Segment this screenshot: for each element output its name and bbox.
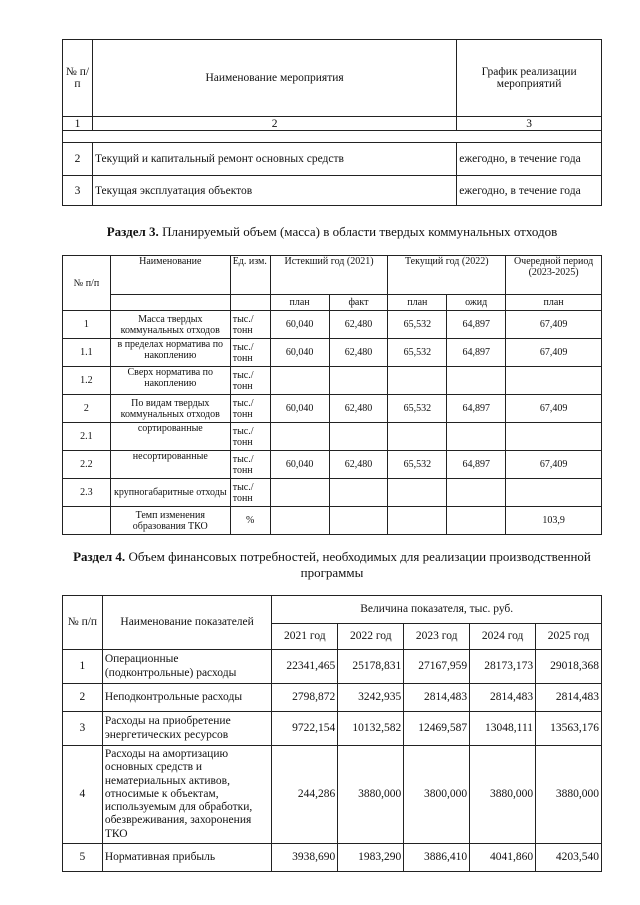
value-cell: 65,532: [388, 395, 447, 423]
value-cell: 13563,176: [536, 712, 602, 746]
value-cell: [270, 423, 329, 451]
section-3-heading: [62, 224, 602, 240]
row-num: 3: [63, 176, 93, 206]
header-num: № п/п: [63, 596, 103, 650]
value-cell: [447, 367, 506, 395]
header-num: № п/п: [63, 256, 111, 311]
row-num: 2.3: [63, 479, 111, 507]
spacer-row: [63, 131, 602, 143]
section-3-title: Планируемый объем (масса) в области твердых коммунальных отходов: [162, 224, 558, 239]
value-cell: 60,040: [270, 311, 329, 339]
value-cell: [506, 479, 602, 507]
table-header-row: [63, 40, 602, 117]
value-cell: 64,897: [447, 395, 506, 423]
row-num: 2.1: [63, 423, 111, 451]
row-unit: %: [230, 507, 270, 535]
empty-cell: [230, 295, 270, 311]
value-cell: 2814,483: [536, 684, 602, 712]
value-cell: [270, 507, 329, 535]
value-cell: 29018,368: [536, 650, 602, 684]
table-row: [63, 176, 602, 206]
table-row: [63, 423, 602, 451]
section-4-heading: [62, 549, 602, 582]
year-header: 2025 год: [536, 624, 602, 650]
row-unit: тыс./ тонн: [230, 339, 270, 367]
row-name: По видам твердых коммунальных отходов: [110, 395, 230, 423]
value-cell: 67,409: [506, 311, 602, 339]
table-row: [63, 479, 602, 507]
value-cell: 244,286: [272, 746, 338, 844]
row-num: 2: [63, 395, 111, 423]
row-name: в пределах норматива по накоплению: [110, 339, 230, 367]
value-cell: 3880,000: [470, 746, 536, 844]
value-cell: 22341,465: [272, 650, 338, 684]
value-cell: 62,480: [329, 339, 388, 367]
table-header-row: [63, 256, 602, 295]
value-cell: 4041,860: [470, 844, 536, 872]
row-name: Сверх норматива по накоплению: [110, 367, 230, 395]
row-unit: тыс./ тонн: [230, 423, 270, 451]
header-next-period: Очередной период (2023-2025): [506, 256, 602, 295]
value-cell: 3880,000: [338, 746, 404, 844]
table-row: [63, 712, 602, 746]
row-name: Текущая эксплуатация объектов: [92, 176, 456, 206]
row-num: 5: [63, 844, 103, 872]
row-num: 4: [63, 746, 103, 844]
value-cell: 2814,483: [404, 684, 470, 712]
table-row: [63, 311, 602, 339]
table-subheader-row: [63, 295, 602, 311]
row-schedule: ежегодно, в течение года: [457, 143, 602, 176]
value-cell: [388, 367, 447, 395]
table-row: [63, 395, 602, 423]
value-cell: 62,480: [329, 395, 388, 423]
section-4-title: Объем финансовых потребностей, необходимых для реализации производственной программы: [128, 549, 591, 581]
row-name: Темп изменения образования ТКО: [110, 507, 230, 535]
value-cell: 2814,483: [470, 684, 536, 712]
value-cell: 67,409: [506, 451, 602, 479]
value-cell: 27167,959: [404, 650, 470, 684]
year-header: 2022 год: [338, 624, 404, 650]
row-name: сортированные: [110, 423, 230, 451]
header-unit: Ед. изм.: [230, 256, 270, 295]
header-plan: план: [506, 295, 602, 311]
value-cell: [447, 423, 506, 451]
header-schedule: График реализации мероприятий: [457, 40, 602, 117]
row-num: 3: [63, 712, 103, 746]
value-cell: 13048,111: [470, 712, 536, 746]
header-expected: ожид: [447, 295, 506, 311]
row-num: 1.2: [63, 367, 111, 395]
header-cur-year: Текущий год (2022): [388, 256, 506, 295]
row-name: Неподконтрольные расходы: [102, 684, 272, 712]
value-cell: 2798,872: [272, 684, 338, 712]
value-cell: 103,9: [506, 507, 602, 535]
value-cell: 12469,587: [404, 712, 470, 746]
value-cell: 67,409: [506, 395, 602, 423]
financial-needs-table: [62, 595, 602, 872]
value-cell: [447, 479, 506, 507]
row-name: Нормативная прибыль: [102, 844, 272, 872]
table-row: [63, 650, 602, 684]
row-name: Операционные (подконтрольные) расходы: [102, 650, 272, 684]
row-name: крупногабаритные отходы: [110, 479, 230, 507]
value-cell: 60,040: [270, 339, 329, 367]
year-header: 2021 год: [272, 624, 338, 650]
header-prev-year: Истекший год (2021): [270, 256, 388, 295]
section-4-label: Раздел 4.: [73, 549, 126, 564]
value-cell: 64,897: [447, 311, 506, 339]
value-cell: [506, 367, 602, 395]
value-cell: 3800,000: [404, 746, 470, 844]
table-row: [63, 684, 602, 712]
value-cell: [388, 479, 447, 507]
header-name: Наименование мероприятия: [92, 40, 456, 117]
value-cell: 1983,290: [338, 844, 404, 872]
value-cell: 9722,154: [272, 712, 338, 746]
row-schedule: ежегодно, в течение года: [457, 176, 602, 206]
row-num: [63, 507, 111, 535]
value-cell: [270, 479, 329, 507]
value-cell: [447, 507, 506, 535]
waste-volume-table: [62, 255, 602, 535]
value-cell: 3938,690: [272, 844, 338, 872]
value-cell: [329, 367, 388, 395]
header-name: Наименование показателей: [102, 596, 272, 650]
year-header: 2023 год: [404, 624, 470, 650]
value-cell: 28173,173: [470, 650, 536, 684]
value-cell: 60,040: [270, 451, 329, 479]
row-num: 1: [63, 311, 111, 339]
value-cell: 3242,935: [338, 684, 404, 712]
value-cell: 64,897: [447, 339, 506, 367]
table-row: [63, 339, 602, 367]
year-header: 2024 год: [470, 624, 536, 650]
row-unit: тыс./ тонн: [230, 451, 270, 479]
row-name: Расходы на приобретение энергетических ресурсов: [102, 712, 272, 746]
table-row: [63, 844, 602, 872]
header-plan: план: [270, 295, 329, 311]
value-cell: [329, 423, 388, 451]
value-cell: 62,480: [329, 311, 388, 339]
value-cell: 25178,831: [338, 650, 404, 684]
value-cell: 62,480: [329, 451, 388, 479]
value-cell: [506, 423, 602, 451]
header-fact: факт: [329, 295, 388, 311]
table-row: [63, 746, 602, 844]
index-cell: 3: [457, 117, 602, 131]
value-cell: 60,040: [270, 395, 329, 423]
header-plan: план: [388, 295, 447, 311]
table-header-row: [63, 596, 602, 624]
row-num: 1: [63, 650, 103, 684]
activities-table: [62, 39, 602, 206]
value-cell: [329, 479, 388, 507]
row-name: несортированные: [110, 451, 230, 479]
value-cell: 64,897: [447, 451, 506, 479]
index-cell: 2: [92, 117, 456, 131]
table-row: [63, 507, 602, 535]
empty-cell: [110, 295, 230, 311]
row-num: 2.2: [63, 451, 111, 479]
value-cell: 3886,410: [404, 844, 470, 872]
value-cell: [388, 507, 447, 535]
table-row: [63, 143, 602, 176]
row-unit: тыс./ тонн: [230, 479, 270, 507]
value-cell: 3880,000: [536, 746, 602, 844]
header-value: Величина показателя, тыс. руб.: [272, 596, 602, 624]
row-num: 1.1: [63, 339, 111, 367]
value-cell: 10132,582: [338, 712, 404, 746]
value-cell: [270, 367, 329, 395]
value-cell: 65,532: [388, 339, 447, 367]
value-cell: 67,409: [506, 339, 602, 367]
row-name: Текущий и капитальный ремонт основных средств: [92, 143, 456, 176]
header-name: Наименование: [110, 256, 230, 295]
row-num: 2: [63, 143, 93, 176]
row-name: Масса твердых коммунальных отходов: [110, 311, 230, 339]
value-cell: 4203,540: [536, 844, 602, 872]
row-num: 2: [63, 684, 103, 712]
value-cell: 65,532: [388, 451, 447, 479]
header-num: № п/п: [63, 40, 93, 117]
row-unit: тыс./ тонн: [230, 311, 270, 339]
row-name: Расходы на амортизацию основных средств и нематериальных активов, относимые к объектам, используемым для обработки, обезвреживания, захоронения ТКО: [102, 746, 272, 844]
table-row: [63, 451, 602, 479]
value-cell: [329, 507, 388, 535]
row-unit: тыс./ тонн: [230, 395, 270, 423]
table-row: [63, 367, 602, 395]
section-3-label: Раздел 3.: [106, 224, 159, 239]
value-cell: [388, 423, 447, 451]
index-row: [63, 117, 602, 131]
value-cell: 65,532: [388, 311, 447, 339]
index-cell: 1: [63, 117, 93, 131]
row-unit: тыс./ тонн: [230, 367, 270, 395]
spacer-cell: [63, 131, 602, 143]
